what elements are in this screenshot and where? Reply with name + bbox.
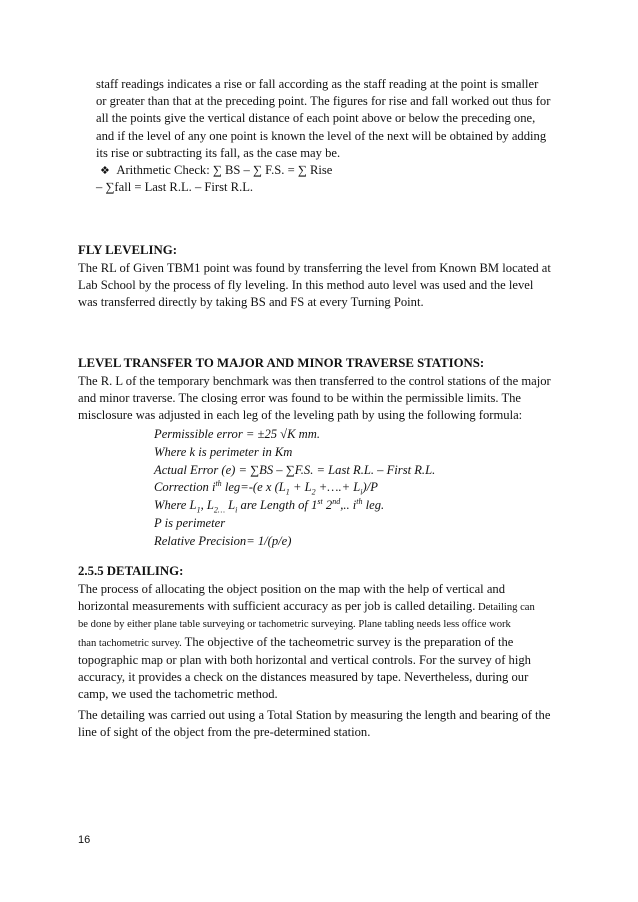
transfer-line: The R. L of the temporary benchmark was then transferred to the control stations of the major [78, 374, 551, 388]
where-l-part: 2 [322, 498, 333, 513]
intro-line: or greater than that at the preceding point. The figures for rise and fall worked out thus for [96, 94, 551, 109]
correction-part: )/P [362, 480, 378, 495]
p-is-perimeter: P is perimeter [154, 515, 226, 530]
detailing-line: camp, we used the tachometric method. [78, 687, 278, 702]
intro-line: all the points give the vertical distance of each point above or below the preceding one, [96, 111, 536, 126]
intro-paragraph [96, 76, 562, 196]
correction-sup: th [215, 479, 222, 489]
fly-line: was transferred directly by taking BS and FS at every Turning Point. [78, 295, 424, 310]
error-formula-block [154, 426, 554, 551]
correction-part: + L [289, 480, 312, 495]
detailing-line [78, 598, 562, 616]
page-number: 16 [78, 834, 91, 846]
where-l-part: L [225, 498, 236, 513]
correction-part: +….+ L [315, 480, 361, 495]
detailing-line: topographic map or plan with both horizontal and vertical controls. For the survey of high [78, 652, 531, 667]
level-transfer-heading: LEVEL TRANSFER TO MAJOR AND MINOR TRAVERSE STATIONS: [78, 356, 485, 370]
intro-line: its rise or subtracting its fall, as the case may be. [96, 145, 341, 160]
where-l-part: are Length of 1 [237, 498, 318, 513]
diamond-bullet-icon: ❖ [100, 164, 110, 178]
actual-error: Actual Error (e) = ∑BS – ∑F.S. = Last R.L. – First R.L. [154, 462, 436, 477]
where-l-sub: 1 [196, 505, 201, 515]
where-l-sup: nd [332, 497, 341, 506]
permissible-error: Permissible error = ±25 √K mm. [154, 427, 320, 441]
correction-formula [154, 479, 554, 497]
detailing-line-small: be done by either plane table surveying or tachometric surveying. Plane tabling needs less office work [78, 619, 511, 631]
intro-line: and if the level of any one point is known the level of the next will be obtained by adding [96, 128, 547, 143]
fly-line: The RL of Given TBM1 point was found by transferring the level from Known BM located at [78, 261, 551, 275]
where-l-part: Where L [154, 498, 197, 513]
detailing-line: The process of allocating the object position on the map with the help of vertical and [78, 582, 506, 596]
where-l-part: ,.. i [340, 498, 357, 513]
fly-leveling-paragraph [78, 260, 562, 312]
correction-sub: 2 [311, 487, 316, 497]
correction-part: Correction i [154, 480, 216, 495]
where-l-sup: st [317, 497, 323, 506]
transfer-line: misclosure was adjusted in each leg of the leveling path by using the following formula: [78, 408, 523, 423]
detailing-part: The objective of the tacheometric survey is the preparation of the [181, 634, 514, 649]
fly-leveling-heading: FLY LEVELING: [78, 243, 177, 257]
transfer-line: and minor traverse. The closing error was found to be within the permissible limits. The [78, 391, 522, 406]
intro-line: staff readings indicates a rise or fall according as the staff reading at the point is smaller [96, 77, 539, 91]
correction-sub: i [360, 487, 363, 497]
where-l-part: , L [200, 498, 214, 513]
detailing-part-small: Detailing can [475, 602, 535, 614]
total-station-paragraph [78, 707, 562, 741]
where-k: Where k is perimeter in Km [154, 444, 293, 459]
correction-part: leg=-(e x (L [221, 480, 286, 495]
detailing-part-small: than tachometric survey. [78, 637, 182, 649]
arithmetic-check-continuation: – ∑fall = Last R.L. – First R.L. [96, 180, 254, 195]
where-l-sub: 2… [213, 505, 225, 515]
arithmetic-check-text: Arithmetic Check: ∑ BS – ∑ F.S. = ∑ Rise [116, 163, 333, 178]
detailing-heading: 2.5.5 DETAILING: [78, 564, 184, 578]
where-l-definition [154, 497, 554, 515]
detailing-line: accuracy, it provides a check on the distances measured by tape. Nevertheless, during our [78, 670, 529, 685]
level-transfer-paragraph [78, 373, 562, 425]
detailing-line [78, 634, 562, 652]
relative-precision: Relative Precision= 1/(p/e) [154, 533, 292, 548]
where-l-sub: i [235, 505, 238, 515]
where-l-sup: th [356, 497, 363, 506]
arithmetic-check [96, 162, 562, 179]
detailing-paragraph [78, 581, 562, 703]
correction-sub: 1 [285, 487, 290, 497]
total-station-line: The detailing was carried out using a Total Station by measuring the length and bearing of the [78, 708, 551, 722]
where-l-part: leg. [362, 498, 385, 513]
fly-line: Lab School by the process of fly leveling. In this method auto level was used and the level [78, 278, 534, 293]
total-station-line: line of sight of the object from the pre-determined station. [78, 725, 371, 740]
detailing-part: horizontal measurements with sufficient accuracy as per job is called detailing. [78, 599, 476, 614]
